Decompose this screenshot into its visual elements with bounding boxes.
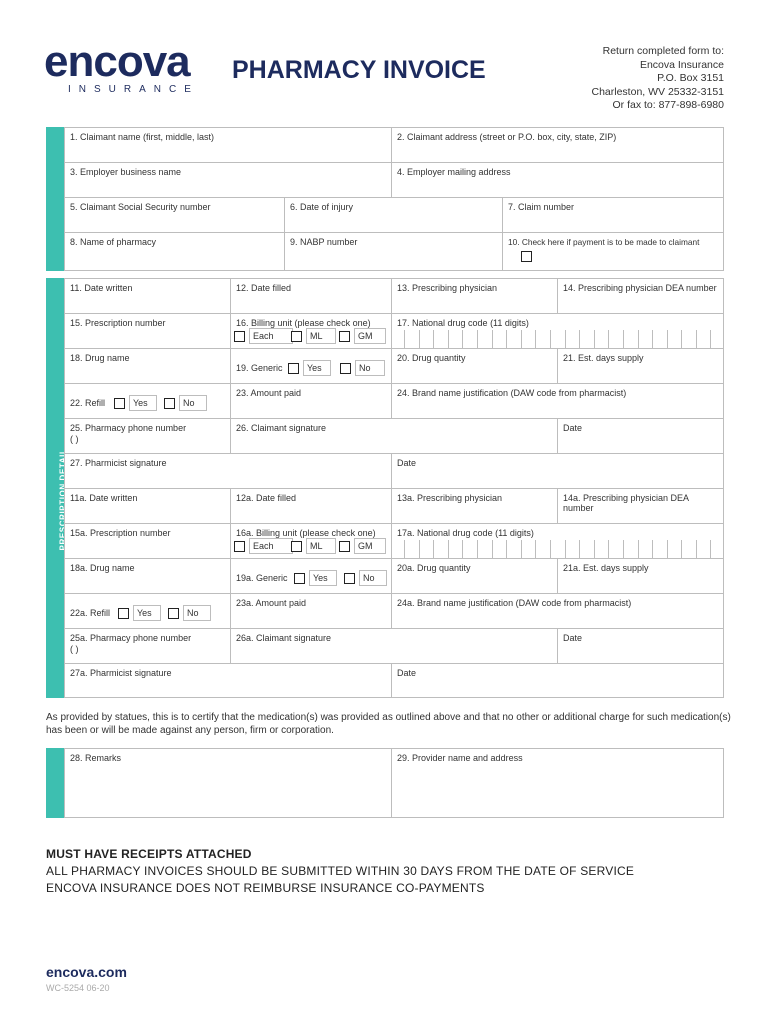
rx1-refill-no-option[interactable]	[164, 395, 207, 411]
rx1-unit-gm-option[interactable]	[339, 328, 386, 344]
rx2-refill-yes-checkbox[interactable]	[118, 608, 129, 619]
rx1-unit-ml-option[interactable]	[291, 328, 336, 344]
rx1-refill-yes-option[interactable]	[114, 395, 157, 411]
rx2-refill-yes-option[interactable]	[118, 605, 161, 621]
rx2-generic-no-checkbox[interactable]	[344, 573, 355, 584]
provider-field[interactable]: 29. Provider name and address	[391, 748, 724, 818]
return-line: Encova Insurance	[639, 58, 724, 71]
rx2-drug-quantity-field[interactable]: 20a. Drug quantity	[391, 558, 558, 594]
copay-note: ENCOVA INSURANCE DOES NOT REIMBURSE INSURANCE CO-PAYMENTS	[46, 881, 485, 895]
rx2-pharmacy-phone-field[interactable]	[64, 628, 231, 664]
bottom-teal-bar	[46, 748, 64, 818]
rx1-billing-unit-field: 16. Billing unit (please check one)	[230, 313, 392, 349]
rx2-phone-parens: ( )	[70, 644, 79, 654]
return-line: P.O. Box 3151	[657, 72, 724, 84]
rx2-brand-justification-field[interactable]: 24a. Brand name justification (DAW code from pharmacist)	[391, 593, 724, 629]
rx1-claimant-signature-date-field[interactable]: Date	[557, 418, 724, 454]
rx2-drug-name-field[interactable]: 18a. Drug name	[64, 558, 231, 594]
prescription-detail-label: PRESCRIPTION DETAIL	[58, 448, 68, 551]
rx2-claimant-signature-field[interactable]: 26a. Claimant signature	[230, 628, 558, 664]
rx1-pharmacy-phone-field[interactable]	[64, 418, 231, 454]
deadline-note: ALL PHARMACY INVOICES SHOULD BE SUBMITTED WITHIN 30 DAYS FROM THE DATE OF SERVICE	[46, 864, 635, 878]
rx2-pharmacist-signature-field[interactable]: 27a. Pharmicist signature	[64, 663, 392, 698]
rx1-ndc-field[interactable]: 17. National drug code (11 digits)	[391, 313, 724, 349]
rx2-pharmacy-phone-label: 25a. Pharmacy phone number	[70, 633, 192, 643]
rx1-unit-each-checkbox[interactable]	[234, 331, 245, 342]
rx1-generic-no-option[interactable]	[340, 360, 385, 376]
rx2-unit-ml-option[interactable]	[291, 538, 336, 554]
return-line: Charleston, WV 25332-3151	[591, 85, 724, 98]
date-of-injury-field[interactable]: 6. Date of injury	[284, 197, 503, 233]
logo-word: encova	[44, 37, 190, 86]
rx1-unit-each-option[interactable]	[234, 328, 293, 344]
rx1-generic-yes-checkbox[interactable]	[288, 363, 299, 374]
claimant-name-field[interactable]: 1. Claimant name (first, middle, last)	[64, 127, 392, 163]
rx2-unit-gm-checkbox[interactable]	[339, 541, 350, 552]
rx2-prescription-number-field[interactable]: 15a. Prescription number	[64, 523, 231, 559]
rx2-pharmacist-date-field[interactable]: Date	[391, 663, 724, 698]
rx2-date-filled-field[interactable]: 12a. Date filled	[230, 488, 392, 524]
rx2-refill-no-checkbox[interactable]	[168, 608, 179, 619]
rx2-generic-yes-option[interactable]	[294, 570, 337, 586]
rx1-unit-ml-checkbox[interactable]	[291, 331, 302, 342]
employer-name-field[interactable]: 3. Employer business name	[64, 162, 392, 198]
nabp-number-field[interactable]: 9. NABP number	[284, 232, 503, 271]
rx2-generic-no-label: No	[359, 570, 387, 586]
return-line: Or fax to: 877-898-6980	[612, 99, 724, 111]
rx1-date-filled-field[interactable]: 12. Date filled	[230, 278, 392, 314]
encova-logo	[44, 37, 214, 100]
rx1-refill-label: 22. Refill	[70, 398, 106, 408]
employer-address-field[interactable]: 4. Employer mailing address	[391, 162, 724, 198]
rx2-unit-ml-label: ML	[306, 538, 336, 554]
rx2-refill-no-label: No	[183, 605, 211, 621]
page-title: PHARMACY INVOICE	[232, 56, 486, 84]
receipts-note: MUST HAVE RECEIPTS ATTACHED	[46, 847, 252, 861]
rx1-claimant-signature-field[interactable]: 26. Claimant signature	[230, 418, 558, 454]
return-address	[504, 45, 724, 113]
rx1-refill-yes-checkbox[interactable]	[114, 398, 125, 409]
rx2-billing-unit-field: 16a. Billing unit (please check one)	[230, 523, 392, 559]
rx2-unit-gm-label: GM	[354, 538, 386, 554]
certification-text: As provided by statues, this is to certify that the medication(s) was provided as outlined above and that no other or additional charge for such medication(s) has been or will be made against any person, firm or corporation.	[46, 712, 731, 736]
ssn-field[interactable]: 5. Claimant Social Security number	[64, 197, 285, 233]
rx1-unit-gm-checkbox[interactable]	[339, 331, 350, 342]
pharmacy-name-field[interactable]: 8. Name of pharmacy	[64, 232, 285, 271]
return-line: Return completed form to:	[602, 45, 724, 57]
rx1-unit-gm-label: GM	[354, 328, 386, 344]
rx2-unit-each-checkbox[interactable]	[234, 541, 245, 552]
rx1-brand-justification-field[interactable]: 24. Brand name justification (DAW code from pharmacist)	[391, 383, 724, 419]
rx2-refill-no-option[interactable]	[168, 605, 211, 621]
claim-number-field[interactable]: 7. Claim number	[502, 197, 724, 233]
rx1-prescription-number-field[interactable]: 15. Prescription number	[64, 313, 231, 349]
rx1-unit-each-label: Each	[249, 328, 293, 344]
rx1-dea-number-field[interactable]: 14. Prescribing physician DEA number	[557, 278, 724, 314]
rx2-unit-each-label: Each	[249, 538, 293, 554]
rx2-generic-label: 19a. Generic	[236, 573, 288, 583]
rx1-pharmacy-phone-label: 25. Pharmacy phone number	[70, 423, 187, 433]
rx1-generic-label: 19. Generic	[236, 363, 283, 373]
rx1-prescribing-physician-field[interactable]: 13. Prescribing physician	[391, 278, 558, 314]
claimant-address-field[interactable]: 2. Claimant address (street or P.O. box, city, state, ZIP)	[391, 127, 724, 163]
rx2-unit-ml-checkbox[interactable]	[291, 541, 302, 552]
website-link[interactable]: encova.com	[46, 964, 127, 980]
rx1-generic-no-label: No	[355, 360, 385, 376]
rx1-ndc-digit-boxes[interactable]	[404, 330, 725, 348]
rx1-generic-no-checkbox[interactable]	[340, 363, 351, 374]
rx2-refill-label: 22a. Refill	[70, 608, 111, 618]
rx2-ndc-digit-boxes[interactable]	[404, 540, 725, 558]
logo-sub: INSURANCE	[68, 84, 199, 95]
rx1-generic-yes-label: Yes	[303, 360, 331, 376]
remarks-field[interactable]: 28. Remarks	[64, 748, 392, 818]
rx1-refill-yes-label: Yes	[129, 395, 157, 411]
rx2-generic-no-option[interactable]	[344, 570, 387, 586]
rx1-phone-parens: ( )	[70, 434, 79, 444]
rx2-days-supply-field[interactable]: 21a. Est. days supply	[557, 558, 724, 594]
form-code: WC-5254 06-20	[46, 983, 110, 993]
payment-to-claimant-checkbox[interactable]	[521, 251, 532, 262]
rx1-date-written-field[interactable]: 11. Date written	[64, 278, 231, 314]
rx1-drug-quantity-field[interactable]: 20. Drug quantity	[391, 348, 558, 384]
rx2-prescribing-physician-field[interactable]: 13a. Prescribing physician	[391, 488, 558, 524]
rx1-refill-no-label: No	[179, 395, 207, 411]
rx1-unit-ml-label: ML	[306, 328, 336, 344]
rx2-generic-yes-label: Yes	[309, 570, 337, 586]
rx1-pharmacist-signature-field[interactable]: 27. Pharmicist signature	[64, 453, 392, 489]
rx2-dea-number-field[interactable]: 14a. Prescribing physician DEA number	[557, 488, 724, 524]
rx2-ndc-field[interactable]: 17a. National drug code (11 digits)	[391, 523, 724, 559]
rx2-unit-each-option[interactable]	[234, 538, 293, 554]
rx2-unit-gm-option[interactable]	[339, 538, 386, 554]
rx1-refill-no-checkbox[interactable]	[164, 398, 175, 409]
rx2-claimant-signature-date-field[interactable]: Date	[557, 628, 724, 664]
rx2-refill-yes-label: Yes	[133, 605, 161, 621]
rx2-date-written-field[interactable]: 11a. Date written	[64, 488, 231, 524]
payment-to-claimant-field: 10. Check here if payment is to be made to claimant	[502, 232, 724, 271]
top-teal-bar	[46, 127, 64, 271]
rx2-amount-paid-field[interactable]: 23a. Amount paid	[230, 593, 392, 629]
submission-notes	[46, 846, 634, 897]
rx1-drug-name-field[interactable]: 18. Drug name	[64, 348, 231, 384]
rx1-days-supply-field[interactable]: 21. Est. days supply	[557, 348, 724, 384]
rx2-generic-yes-checkbox[interactable]	[294, 573, 305, 584]
rx1-amount-paid-field[interactable]: 23. Amount paid	[230, 383, 392, 419]
rx1-pharmacist-date-field[interactable]: Date	[391, 453, 724, 489]
rx1-generic-yes-option[interactable]	[288, 360, 331, 376]
